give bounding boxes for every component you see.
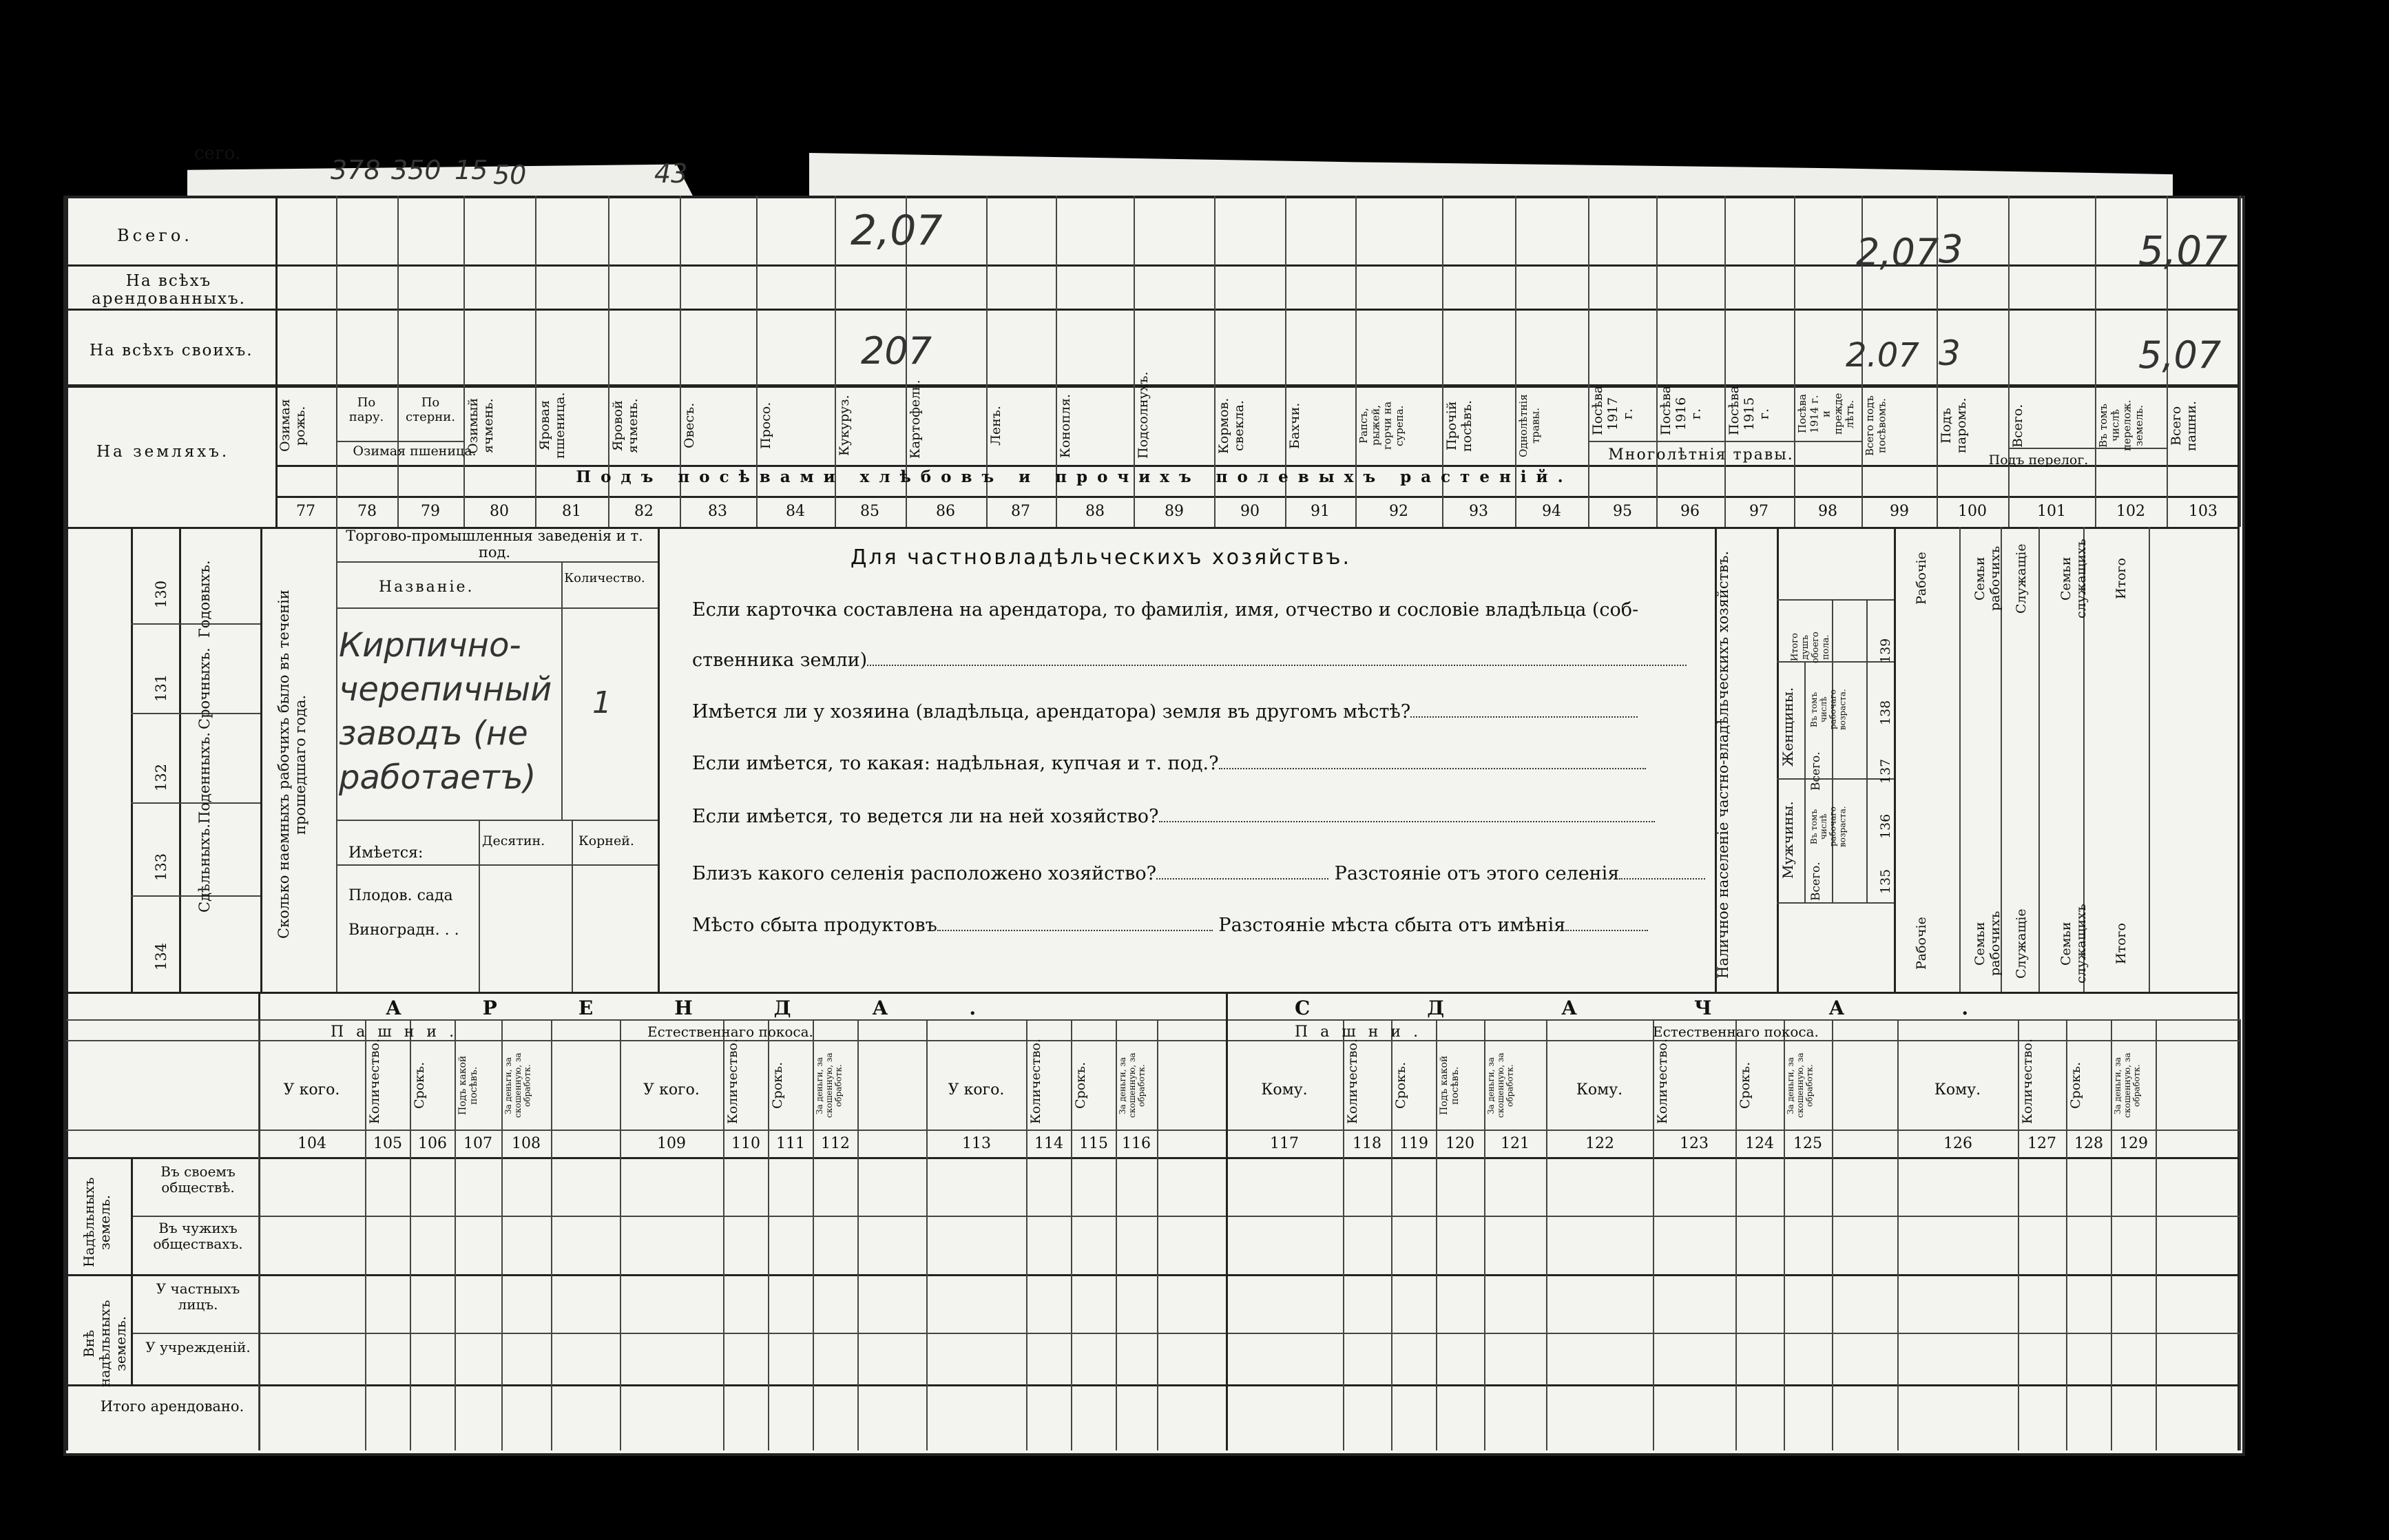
rule-v [66,196,68,1450]
rule-mid-row [131,623,260,625]
rule-v [1226,992,1228,1450]
col-number-92: 92 [1389,503,1408,520]
rule-v [2149,527,2150,992]
crop-header-96: Посѣва 1916 г. [1658,385,1704,435]
col-number-88: 88 [1085,503,1105,520]
rule-mid-row [131,895,260,897]
pop-col-4-top: Итого [2114,558,2129,599]
crop-header-92: Рапсъ, рыжей, горчи на сурепа. [1357,401,1406,450]
col-number-98: 98 [1818,503,1837,520]
rule-v [479,820,480,992]
private-line-3: Имѣется ли у хозяина (владѣльца, арендатора) земля въ другомъ мѣстѣ? [692,703,1638,721]
rule-col-bottom [2066,1019,2067,1450]
itogo-dush-label: Итого душъ обоего пола. [1790,632,1831,663]
v-svoem-label: Въ своемъ обществѣ. [160,1163,236,1196]
workers-question: Сколько наемныхъ рабочихъ было въ теченіи прошедшаго года. [275,590,309,939]
hw-trade-name: Кирпично-черепичный заводъ (не работаетъ) [339,626,552,797]
sdacha-col-number-120: 120 [1446,1135,1474,1152]
private-line-5: Если имѣется, то ведется ли на ней хозяйство? [692,807,1655,826]
crop-header-86: Картофель. [908,379,923,459]
zhen-vsego-label: Всего. [1809,751,1823,791]
rule-col-top [2008,196,2010,527]
sdacha-pokos-label: Естественнаго покоса. [1653,1023,1819,1040]
crop-header-95: Посѣва 1917 г. [1590,385,1636,435]
rule-mnogolet [1588,441,1861,442]
itogo-arendovano-label: Итого арендовано. [100,1398,244,1415]
rule-col-bottom [2156,1019,2157,1450]
rule-col-bottom [2240,1019,2241,1450]
col-number-79: 79 [421,503,440,520]
rule-col-bottom [2018,1019,2019,1450]
arenda-header-za_dengi-108: За деньги, за скошенную, за обработк. [503,1052,532,1118]
korney-header: Корней. [578,833,634,849]
rule-col-top [2095,196,2096,527]
arenda-col-number-110: 110 [731,1135,760,1152]
rule-col-bottom [857,1019,859,1450]
muzhchiny-label: Мужчины. [1780,801,1796,880]
v-chuzhih-label: Въ чужихъ обществахъ. [153,1220,243,1252]
pop-col-2-top: Служащіе [2014,543,2029,614]
population-title: Наличное населеніе частно-владѣльческихъ хозяйствъ. [1715,550,1731,979]
crop-header-100: Подъ паромъ. [1939,397,1969,454]
private-line-4: Если имѣется, то какая: надѣльная, купчая и т. под.? [692,754,1646,773]
sdacha-header-srok-128: Срокъ. [2068,1061,2083,1110]
rule-col-bottom [2111,1019,2112,1450]
muzh-vsego-label: Всего. [1809,862,1823,902]
col-number-90: 90 [1240,503,1260,520]
rule-h [66,386,2240,388]
rule-mid-row [131,713,260,714]
col-number-80: 80 [490,503,509,520]
stub-value-3: 15 [455,155,488,185]
sdacha-header-za_dengi-121: За деньги, за скошенную, за обработк. [1486,1052,1515,1118]
rule-v [1777,527,1779,992]
crop-header-83: Овесъ. [682,402,697,449]
hw-vsego-col103: 5,07 [2138,227,2228,274]
pop-col-0-bot: Рабочіе [1914,917,1929,970]
crop-header-81: Яровая пшеница. [537,392,567,459]
sdacha-header-kolich-123: Количество. [1655,1038,1670,1124]
rule-h [66,1019,2240,1021]
rule-v [572,820,573,992]
col-number-87: 87 [1011,503,1030,520]
arenda-col-number-108: 108 [512,1135,541,1152]
col-number-99: 99 [1890,503,1909,520]
u-chastnyh-label: У частныхъ лицъ. [156,1280,240,1313]
crop-header-93: Прочій посѣвъ. [1444,399,1474,452]
col-number-83: 83 [708,503,727,520]
mid-label-sdelnyh: Сдѣльныхъ. [196,823,213,913]
rule-col-bottom [1436,1019,1437,1450]
sdacha-col-number-124: 124 [1745,1135,1774,1152]
sdacha-col-number-122: 122 [1585,1135,1614,1152]
arenda-col-number-104: 104 [298,1135,326,1152]
arenda-title: АРЕНДА. [386,997,1058,1019]
col-number-82: 82 [634,503,654,520]
trade-title: Торгово-промышленныя заведенія и т. под. [346,528,643,561]
col-number-89: 89 [1165,503,1184,520]
arenda-pashni-label: Пашни. [331,1023,467,1041]
zhenshchiny-label: Женщины. [1780,687,1796,767]
rule-trade [336,820,658,821]
rule-v [1866,599,1868,902]
crop-header-103: Всего пашни. [2169,400,2199,451]
rule-v [131,527,133,992]
pop-col-1-bot: Семьи рабочихъ [1972,911,2003,977]
arenda-col-number-112: 112 [821,1135,850,1152]
sdacha-pashni-label: Пашни. [1295,1023,1431,1041]
rule-col-bottom [365,1019,366,1450]
pod-perelog-label: Подъ перелог. [1988,452,2089,468]
arenda-col-number-115: 115 [1079,1135,1108,1152]
mid-num-132: 132 [153,763,169,792]
arenda-pokos-label: Естественнаго покоса. [647,1023,813,1040]
stub-value-2: 350 [391,155,441,185]
col-number-86: 86 [936,503,955,520]
rule-mid-row [131,802,260,804]
pop-num-135: 135 [1878,868,1893,895]
stub-value-5: 43 [654,158,688,189]
mid-num-133: 133 [153,853,169,882]
sdacha-title: СДАЧА. [1295,997,2086,1019]
pop-col-3-top: Семьи служащихъ [2058,539,2089,618]
plodov-sada-label: Плодов. сада [348,887,453,904]
crop-header-84: Просо. [758,402,773,450]
rule-h [66,1274,2240,1276]
sdacha-col-number-118: 118 [1353,1135,1381,1152]
arenda-header-kolich-105: Количество. [367,1038,382,1124]
crop-header-91: Бахчи. [1287,402,1302,449]
mid-label-godovyh: Годовыхъ. [196,560,213,638]
rule-col-bottom [1784,1019,1785,1450]
rule-v [336,527,337,992]
arenda-header-srok-106: Срокъ. [412,1061,427,1110]
private-title: Для частновладѣльческихъ хозяйствъ. [851,545,1352,570]
arenda-header-srok-115: Срокъ. [1073,1061,1088,1110]
arenda-col-number-106: 106 [418,1135,447,1152]
band-title: Подъ посѣвами хлѣбовъ и прочихъ полевыхъ растеній. [576,468,1573,486]
crop-header-101: Всего. [2010,404,2025,448]
hw-vsego-col85: 2,07 [851,207,943,255]
col-number-96: 96 [1680,503,1700,520]
crop-header-102: Въ томъ числѣ перелож. земель. [2097,399,2145,452]
col-number-91: 91 [1311,503,1330,520]
rule-trade [336,607,658,609]
sdacha-header-komu-117: Кому. [1261,1081,1308,1099]
pop-col-3-bot: Семьи служащихъ [2058,904,2089,984]
arenda-col-number-116: 116 [1122,1135,1151,1152]
rule-h [66,309,2240,311]
rule-h [131,1333,2240,1334]
rule-col-top [2240,196,2241,527]
rule-col-bottom [813,1019,814,1450]
col-number-95: 95 [1613,503,1632,520]
crop-header-94: Однолѣтнія травы. [1517,394,1542,457]
rule-h [1777,902,1894,904]
sdacha-header-srok-119: Срокъ. [1393,1061,1408,1110]
ozimaya-pshenitsa-label: Озимая пшеница. [353,444,477,459]
rule-h [275,465,2240,467]
crop-header-88: Конопля. [1058,393,1073,458]
nadel-label: Надѣльныхъ земель. [81,1177,113,1268]
rule-h [1777,599,1894,601]
col-number-77: 77 [296,503,315,520]
arenda-col-number-113: 113 [962,1135,991,1152]
pop-num-137: 137 [1878,758,1893,784]
rule-col-bottom [1026,1019,1027,1450]
col-number-102: 102 [2116,503,2145,520]
vne-nadel-label: Внѣ надѣльныхъ земель. [81,1300,129,1388]
crop-header-98: Посѣва 1914 г. и прежде лѣтъ. [1796,393,1856,435]
arenda-header-za_dengi-112: За деньги, за скошенную, за обработк. [815,1052,844,1118]
sdacha-header-kolich-127: Количество. [2020,1038,2035,1124]
col-number-93: 93 [1469,503,1488,520]
rule-col-bottom [1071,1019,1072,1450]
col-number-84: 84 [786,503,805,520]
col-number-85: 85 [860,503,879,520]
row-label-arendovannyh: На всѣхъ арендованныхъ. [92,272,246,309]
mid-num-134: 134 [153,942,169,971]
row-label-zemlyah: На земляхъ. [96,443,230,461]
rule-col-bottom [1832,1019,1833,1450]
sdacha-col-number-125: 125 [1793,1135,1822,1152]
rule-h [1777,778,1894,780]
sdacha-col-number-117: 117 [1270,1135,1299,1152]
arenda-header-kolich-114: Количество. [1028,1038,1043,1124]
private-line-1: Если карточка составлена на арендатора, то фамилія, имя, отчество и сословіе владѣльца (соб- [692,599,1639,621]
rule-v [1894,527,1896,992]
rule-col-bottom [410,1019,411,1450]
crop-header-78: По пару. [348,395,384,424]
rule-v [260,527,262,992]
rule-col-bottom [1116,1019,1117,1450]
pop-num-138: 138 [1878,700,1893,726]
arenda-header-za_dengi-116: За деньги, за скошенную, за обработк. [1118,1052,1147,1118]
arenda-header-srok-111: Срокъ. [770,1061,785,1110]
hw-vsego-col100: 3 [1939,227,1963,272]
sdacha-header-kolich-118: Количество. [1345,1038,1360,1124]
rule-v [561,561,563,820]
hw-vsego-col99: 2,07 [1856,231,1939,274]
rule-col-bottom [1484,1019,1485,1450]
sdacha-header-komu-126: Кому. [1934,1081,1981,1099]
pop-col-2-bot: Служащіе [2014,908,2029,979]
sdacha-col-number-127: 127 [2027,1135,2056,1152]
sdacha-col-number-126: 126 [1943,1135,1972,1152]
row-label-svoih: На всѣхъ своихъ. [90,342,253,360]
col-number-100: 100 [1958,503,1987,520]
u-uchrezh-label: У учрежденій. [145,1339,251,1355]
desyatin-header: Десятин. [482,833,545,849]
rule-v [658,527,660,992]
pop-num-139: 139 [1878,638,1893,664]
hw-svoih-col85: 207 [861,329,932,373]
col-number-97: 97 [1749,503,1769,520]
rule-col-bottom [501,1019,503,1450]
rule-h [275,496,2240,498]
crop-header-77: Озимая рожь. [278,399,308,452]
rule-col-bottom [1653,1019,1654,1450]
rule-col-bottom [1391,1019,1392,1450]
mid-num-131: 131 [153,674,169,703]
col-number-101: 101 [2037,503,2066,520]
rule-col-bottom [1157,1019,1158,1450]
arenda-header-u_kogo-104: У кого. [283,1081,340,1099]
arenda-col-number-111: 111 [776,1135,805,1152]
zhen-v-tom-label: Въ томъ числѣ рабочаго возраста. [1809,689,1848,730]
sdacha-col-number-123: 123 [1680,1135,1709,1152]
sdacha-header-srok-124: Срокъ. [1738,1061,1753,1110]
arenda-col-number-105: 105 [373,1135,402,1152]
rule-trade [336,561,658,563]
crop-header-85: Кукуруз. [837,395,852,457]
sdacha-col-number-119: 119 [1399,1135,1428,1152]
rule-v [1804,661,1806,902]
rule-col-bottom [551,1019,552,1450]
private-line-7: Мѣсто сбыта продуктовъ Разстояніе мѣста сбыта отъ имѣнія [692,916,1648,935]
rule-col-bottom [455,1019,456,1450]
rule-col-bottom [723,1019,724,1450]
rule-v [1959,527,1961,992]
rule-v [1832,599,1833,902]
sdacha-col-number-128: 128 [2074,1135,2103,1152]
stub-value-1: 378 [331,155,381,185]
crop-header-97: Посѣва 1915 г. [1726,385,1772,435]
arenda-header-u_kogo-109: У кого. [643,1081,700,1099]
mid-num-130: 130 [153,580,169,609]
pop-col-1-top: Семьи рабочихъ [1972,545,2003,612]
stub-label: сего. [194,143,241,164]
rule-col-bottom [768,1019,769,1450]
sdacha-header-za_dengi-129: За деньги, за скошенную, за обработк. [2113,1052,2142,1118]
crop-header-89: Подсолнухъ. [1136,371,1151,459]
muzh-v-tom-label: Въ томъ числѣ рабочаго возраста. [1809,806,1848,847]
hw-trade-qty: 1 [592,685,612,720]
rule-ozim-pshen [336,441,463,442]
private-line-6: Близъ какого селенія расположено хозяйство? Разстояніе отъ этого селенія [692,864,1705,883]
arenda-col-number-109: 109 [657,1135,686,1152]
sdacha-header-pod_kakoy-120: Подъ какой посѣвъ. [1439,1055,1461,1116]
pop-col-0-top: Рабочіе [1914,552,1929,605]
mid-label-srochnyh: Срочныхъ. [196,647,213,730]
col-number-94: 94 [1542,503,1561,520]
col-number-81: 81 [562,503,581,520]
crop-header-80: Озимый ячмень. [466,397,496,454]
row-label-vsego: Всего. [117,226,193,245]
rule-col-bottom [1343,1019,1344,1450]
rule-h [66,1130,2240,1131]
arenda-col-number-114: 114 [1034,1135,1063,1152]
sdacha-header-za_dengi-125: За деньги, за скошенную, за обработк. [1786,1052,1815,1118]
pop-col-4-bot: Итого [2114,923,2129,964]
col-number-78: 78 [357,503,377,520]
rule-v [131,1157,133,1384]
sdacha-col-number-121: 121 [1501,1135,1530,1152]
trade-qty-header: Количество. [564,571,645,585]
hw-svoih-col100: 3 [1939,333,1961,373]
arenda-header-pod_kakoy-107: Подъ какой посѣвъ. [457,1055,480,1116]
pop-num-136: 136 [1878,813,1893,840]
col-number-103: 103 [2189,503,2218,520]
sdacha-header-komu-122: Кому. [1576,1081,1623,1099]
private-line-2: ственника земли) [692,651,1687,669]
mnogoletnie-travy-label: Многолѣтнія травы. [1608,446,1794,464]
stub-value-4: 50 [493,160,527,190]
mid-label-podennyh: Поденныхъ. [196,732,213,824]
rule-v [179,527,181,992]
crop-header-82: Яровой ячмень. [610,398,640,453]
hw-svoih-col103: 5,07 [2138,333,2222,377]
rule-h [66,1384,2240,1386]
crop-header-90: Кормов. свекла. [1216,397,1246,454]
imeetsya-label: Имѣется: [348,844,424,862]
sdacha-col-number-129: 129 [2119,1135,2148,1152]
crop-header-79: По стерни. [406,395,455,424]
arenda-header-kolich-110: Количество. [725,1038,740,1124]
arenda-header-u_kogo-113: У кого. [948,1081,1005,1099]
crop-header-99: Всего подъ посѣвомъ. [1864,395,1888,456]
hw-svoih-col99: 2.07 [1846,336,1919,375]
rule-col-bottom [1735,1019,1737,1450]
rule-h [131,1216,2240,1217]
rule-trade [336,864,658,866]
arenda-col-number-107: 107 [463,1135,492,1152]
trade-name-header: Названіе. [379,579,474,596]
rule-mid-bottom [66,992,2240,994]
rule-h [66,1157,2240,1159]
vinogradniki-label: Виноградн. . . [348,922,459,939]
crop-header-87: Ленъ. [988,406,1003,446]
